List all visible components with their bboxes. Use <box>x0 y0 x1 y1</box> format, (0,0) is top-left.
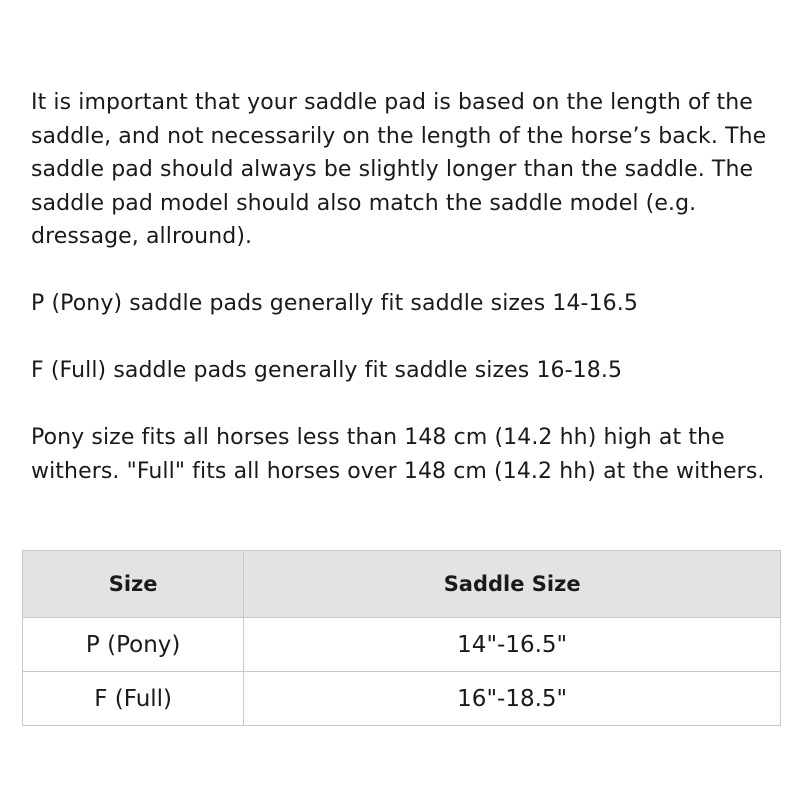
header-saddle-size: Saddle Size <box>244 551 781 618</box>
spacer <box>31 388 776 422</box>
cell-size: P (Pony) <box>23 618 244 672</box>
size-note-paragraph: Pony size fits all horses less than 148 cm (14.2 hh) high at the withers. "Full" fits all horses over 148 cm (14.2 hh) at the withers. <box>31 425 765 484</box>
table-row <box>23 618 781 672</box>
description-text <box>31 86 776 488</box>
spacer <box>31 321 776 355</box>
cell-saddle-size: 16"-18.5" <box>244 672 781 726</box>
spacer <box>31 254 776 288</box>
intro-paragraph: It is important that your saddle pad is based on the length of the saddle, and not necessarily on the length of the horse’s back. The saddle pad should always be slightly longer than the saddle. The saddle pad model should also match the saddle model (e.g. dressage, allround). <box>31 90 767 249</box>
table-header-row <box>23 551 781 618</box>
table-row <box>23 672 781 726</box>
header-size: Size <box>23 551 244 618</box>
size-chart-table <box>22 550 781 726</box>
full-fit-paragraph: F (Full) saddle pads generally fit saddle sizes 16-18.5 <box>31 358 623 383</box>
cell-saddle-size: 14"-16.5" <box>244 618 781 672</box>
cell-size: F (Full) <box>23 672 244 726</box>
pony-fit-paragraph: P (Pony) saddle pads generally fit saddle sizes 14-16.5 <box>31 291 638 316</box>
